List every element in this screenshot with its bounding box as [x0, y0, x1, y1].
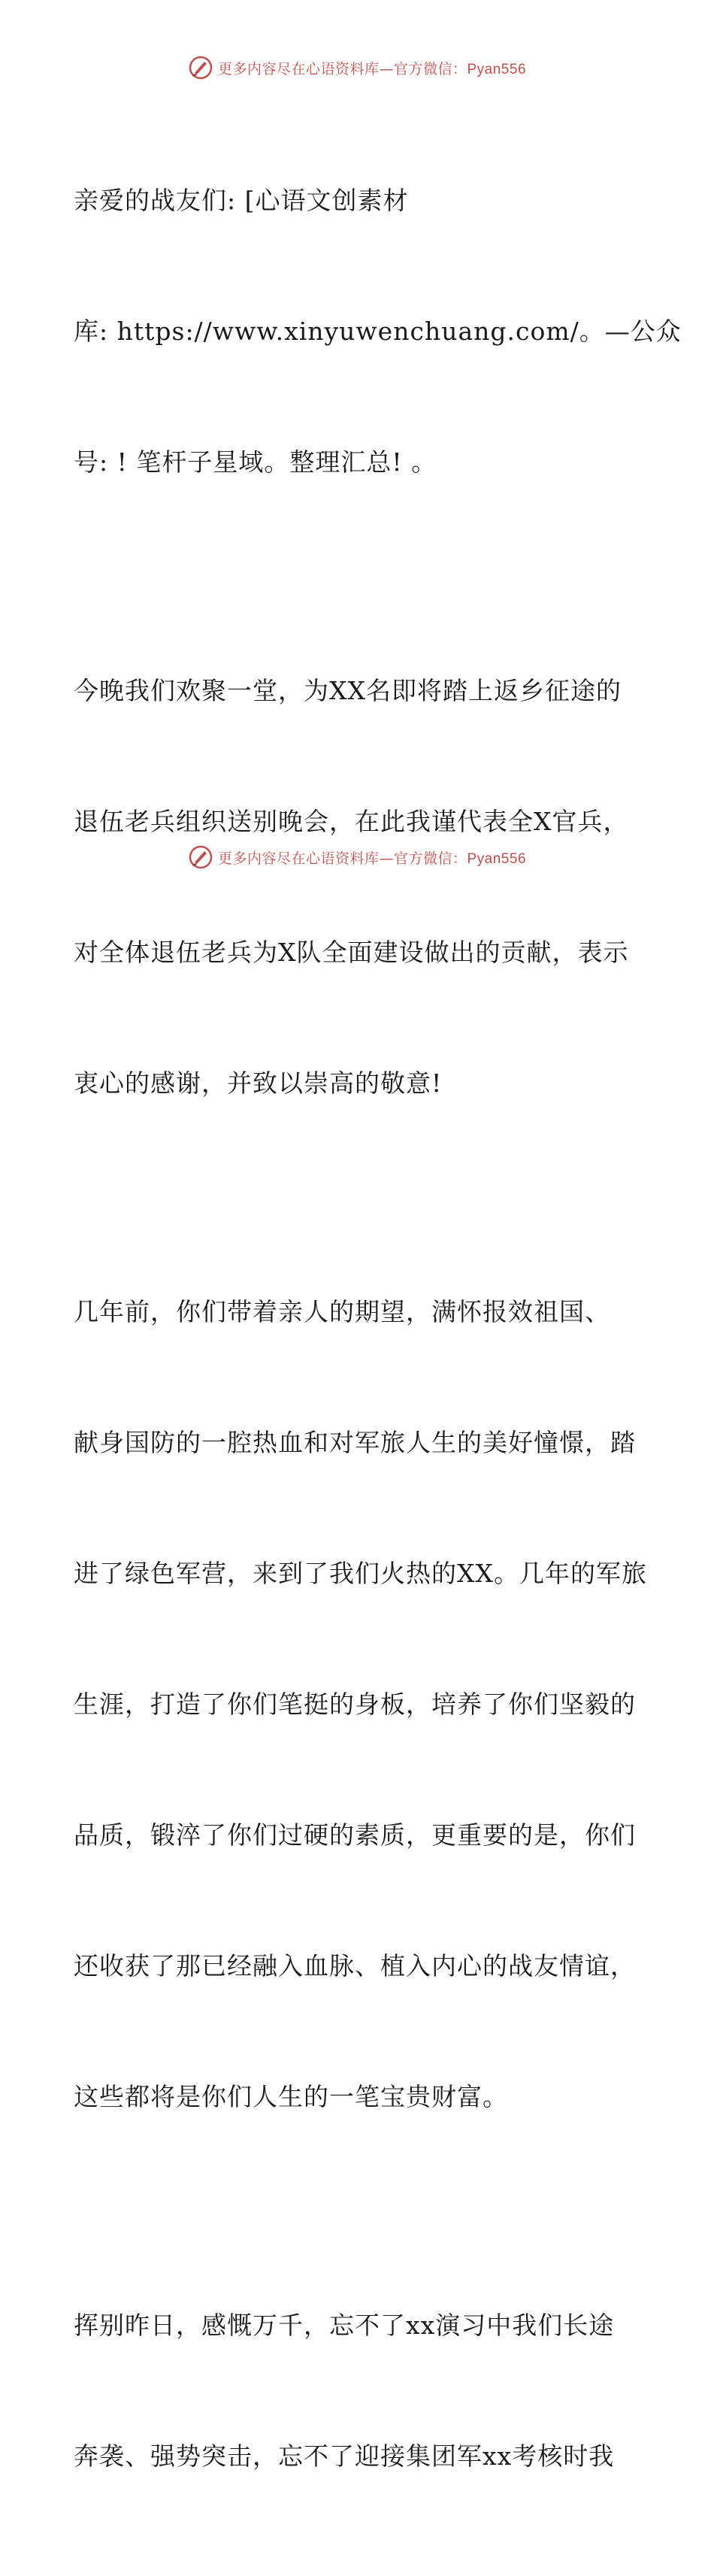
text-line: 退伍老兵组织送别晚会，在此我谨代表全X官兵，: [74, 807, 629, 836]
header-banner-separator: —: [379, 60, 394, 77]
paragraph-memories: [74, 1203, 645, 2206]
text-line: 挥别昨日，感慨万千，忘不了xx演习中我们长途: [74, 2311, 615, 2340]
header-wechat-label: 官方微信：: [393, 60, 467, 77]
header-banner: [0, 53, 714, 83]
header-banner-text: [218, 58, 526, 78]
text-line: 亲爱的战友们: [心语文创素材: [74, 186, 409, 215]
text-line: 奔袭、强势突击，忘不了迎接集团军xx考核时我: [74, 2441, 615, 2471]
paragraph-farewell: [74, 2217, 645, 2565]
paragraph-intro: [74, 582, 645, 1193]
paragraph-greeting: [74, 92, 682, 571]
text-line: 献身国防的一腔热血和对军旅人生的美好憧憬，踏: [74, 1428, 636, 1457]
text-line: 库: https://www.xinyuwenchuang.com/。—公众: [74, 317, 682, 346]
footer-banner-slogan: 更多内容尽在心语资料库: [217, 850, 380, 867]
brush-logo-icon: [188, 844, 213, 870]
text-line: 号: ! 笔杆子星域。整理汇总! 。: [74, 447, 437, 477]
footer-wechat-label: 官方微信：: [393, 850, 467, 867]
footer-wechat-id: Pyan556: [467, 850, 527, 867]
text-line: 衷心的感谢，并致以崇高的敬意!: [74, 1068, 443, 1098]
text-line: 几年前，你们带着亲人的期望，满怀报效祖国、: [74, 1297, 610, 1326]
text-line: 这些都将是你们人生的一笔宝贵财富。: [74, 2082, 508, 2111]
brush-logo-icon: [188, 55, 213, 80]
document-body: [74, 92, 682, 2576]
text-line: 对全体退伍老兵为X队全面建设做出的贡献，表示: [74, 938, 629, 967]
header-banner-slogan: 更多内容尽在心语资料库: [217, 60, 380, 77]
footer-banner-text: [218, 847, 526, 868]
header-wechat-id: Pyan556: [467, 61, 527, 77]
text-line: 品质，锻淬了你们过硬的素质，更重要的是，你们: [74, 1820, 636, 1850]
text-line: 进了绿色军营，来到了我们火热的XX。几年的军旅: [74, 1559, 647, 1588]
text-line: 还收获了那已经融入血脉、植入内心的战友情谊，: [74, 1951, 636, 1980]
footer-banner: [0, 842, 714, 872]
footer-banner-separator: —: [379, 850, 394, 867]
text-line: 今晚我们欢聚一堂，为XX名即将踏上返乡征途的: [74, 676, 622, 705]
text-line: 生涯，打造了你们笔挺的身板，培养了你们坚毅的: [74, 1690, 636, 1719]
